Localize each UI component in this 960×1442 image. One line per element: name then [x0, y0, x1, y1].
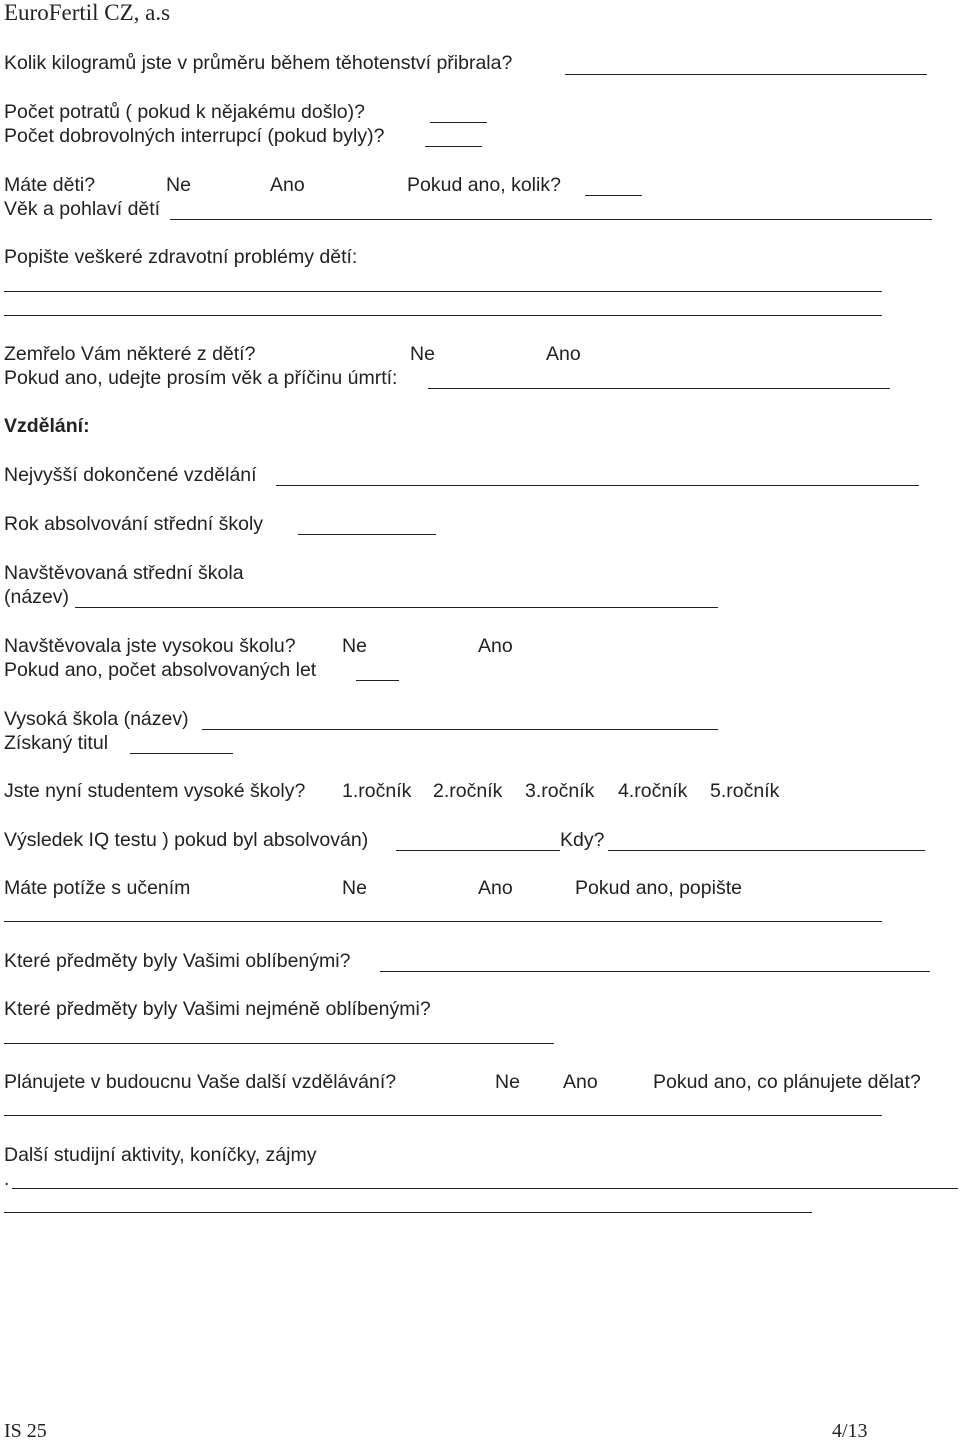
further-study-yes-option[interactable]: Ano [563, 1071, 598, 1093]
abortions-question: Počet dobrovolných interrupcí (pokud byly)? [4, 125, 385, 147]
further-study-answer-line[interactable] [4, 1115, 882, 1116]
university-yes-option[interactable]: Ano [478, 635, 513, 657]
child-died-question: Zemřelo Vám některé z dětí? [4, 343, 256, 365]
have-children-yes-option[interactable]: Ano [270, 174, 305, 196]
year-option-1[interactable]: 1.ročník [342, 780, 412, 802]
company-name: EuroFertil CZ, a.s [4, 0, 171, 25]
miscarriages-question: Počet potratů ( pokud k nějakému došlo)? [4, 101, 365, 123]
university-name-label: Vysoká škola (název) [4, 708, 189, 730]
page-number: 4/13 [832, 1420, 868, 1442]
activities-answer-line-1[interactable] [12, 1188, 958, 1189]
children-count-label: Pokud ano, kolik? [407, 174, 561, 196]
education-section-title: Vzdělání: [4, 415, 90, 437]
weight-gain-question: Kolik kilogramů jste v průměru během těhotenství přibrala? [4, 52, 513, 74]
university-name-answer-line[interactable] [202, 729, 718, 730]
least-favorite-subjects-answer-line[interactable] [4, 1043, 554, 1044]
year-option-3[interactable]: 3.ročník [525, 780, 595, 802]
favorite-subjects-label: Které předměty byly Vašimi oblíbenými? [4, 950, 351, 972]
abortions-answer-line[interactable] [425, 146, 482, 147]
have-children-no-option[interactable]: Ne [166, 174, 191, 196]
university-years-answer-line[interactable] [356, 680, 399, 681]
year-option-2[interactable]: 2.ročník [433, 780, 503, 802]
learning-difficulties-question: Máte potíže s učením [4, 877, 191, 899]
university-question: Navštěvovala jste vysokou školu? [4, 635, 296, 657]
activities-dot: . [4, 1168, 10, 1190]
child-died-no-option[interactable]: Ne [410, 343, 435, 365]
graduation-year-label: Rok absolvování střední školy [4, 513, 264, 535]
high-school-label: Navštěvovaná střední škola [4, 562, 244, 584]
child-died-yes-option[interactable]: Ano [546, 343, 581, 365]
activities-label: Další studijní aktivity, koníčky, zájmy [4, 1144, 317, 1166]
learning-difficulties-describe-label: Pokud ano, popište [575, 877, 742, 899]
graduation-year-answer-line[interactable] [298, 534, 436, 535]
current-student-question: Jste nyní studentem vysoké školy? [4, 780, 306, 802]
degree-label: Získaný titul [4, 732, 109, 754]
learning-difficulties-no-option[interactable]: Ne [342, 877, 367, 899]
further-study-plan-label: Pokud ano, co plánujete dělat? [653, 1071, 921, 1093]
children-age-sex-label: Věk a pohlaví dětí [4, 198, 161, 220]
high-school-name-answer-line[interactable] [75, 607, 718, 608]
iq-test-when-answer-line[interactable] [608, 850, 925, 851]
children-health-answer-line-1[interactable] [4, 291, 882, 292]
death-age-cause-answer-line[interactable] [428, 388, 890, 389]
iq-test-when-label: Kdy? [560, 829, 605, 851]
highest-education-answer-line[interactable] [276, 485, 919, 486]
learning-difficulties-yes-option[interactable]: Ano [478, 877, 513, 899]
favorite-subjects-answer-line[interactable] [380, 971, 930, 972]
weight-gain-answer-line[interactable] [565, 74, 927, 75]
learning-difficulties-answer-line[interactable] [4, 921, 882, 922]
iq-test-label: Výsledek IQ testu ) pokud byl absolvován) [4, 829, 369, 851]
children-health-label: Popište veškeré zdravotní problémy dětí: [4, 246, 358, 268]
high-school-name-label: (název) [4, 586, 70, 608]
further-study-question: Plánujete v budoucnu Vaše další vzdělávání? [4, 1071, 397, 1093]
university-years-label: Pokud ano, počet absolvovaných let [4, 659, 317, 681]
children-health-answer-line-2[interactable] [4, 315, 882, 316]
miscarriages-answer-line[interactable] [430, 122, 487, 123]
children-count-answer-line[interactable] [585, 195, 642, 196]
further-study-no-option[interactable]: Ne [495, 1071, 520, 1093]
year-option-4[interactable]: 4.ročník [618, 780, 688, 802]
year-option-5[interactable]: 5.ročník [710, 780, 780, 802]
have-children-question: Máte děti? [4, 174, 96, 196]
death-age-cause-label: Pokud ano, udejte prosím věk a příčinu úmrtí: [4, 367, 398, 389]
highest-education-label: Nejvyšší dokončené vzdělání [4, 464, 257, 486]
degree-answer-line[interactable] [130, 753, 233, 754]
activities-answer-line-2[interactable] [4, 1212, 812, 1213]
document-code: IS 25 [4, 1420, 47, 1442]
iq-test-answer-line[interactable] [396, 850, 560, 851]
least-favorite-subjects-label: Které předměty byly Vašimi nejméně oblíbenými? [4, 998, 431, 1020]
university-no-option[interactable]: Ne [342, 635, 367, 657]
children-age-sex-answer-line[interactable] [170, 219, 932, 220]
